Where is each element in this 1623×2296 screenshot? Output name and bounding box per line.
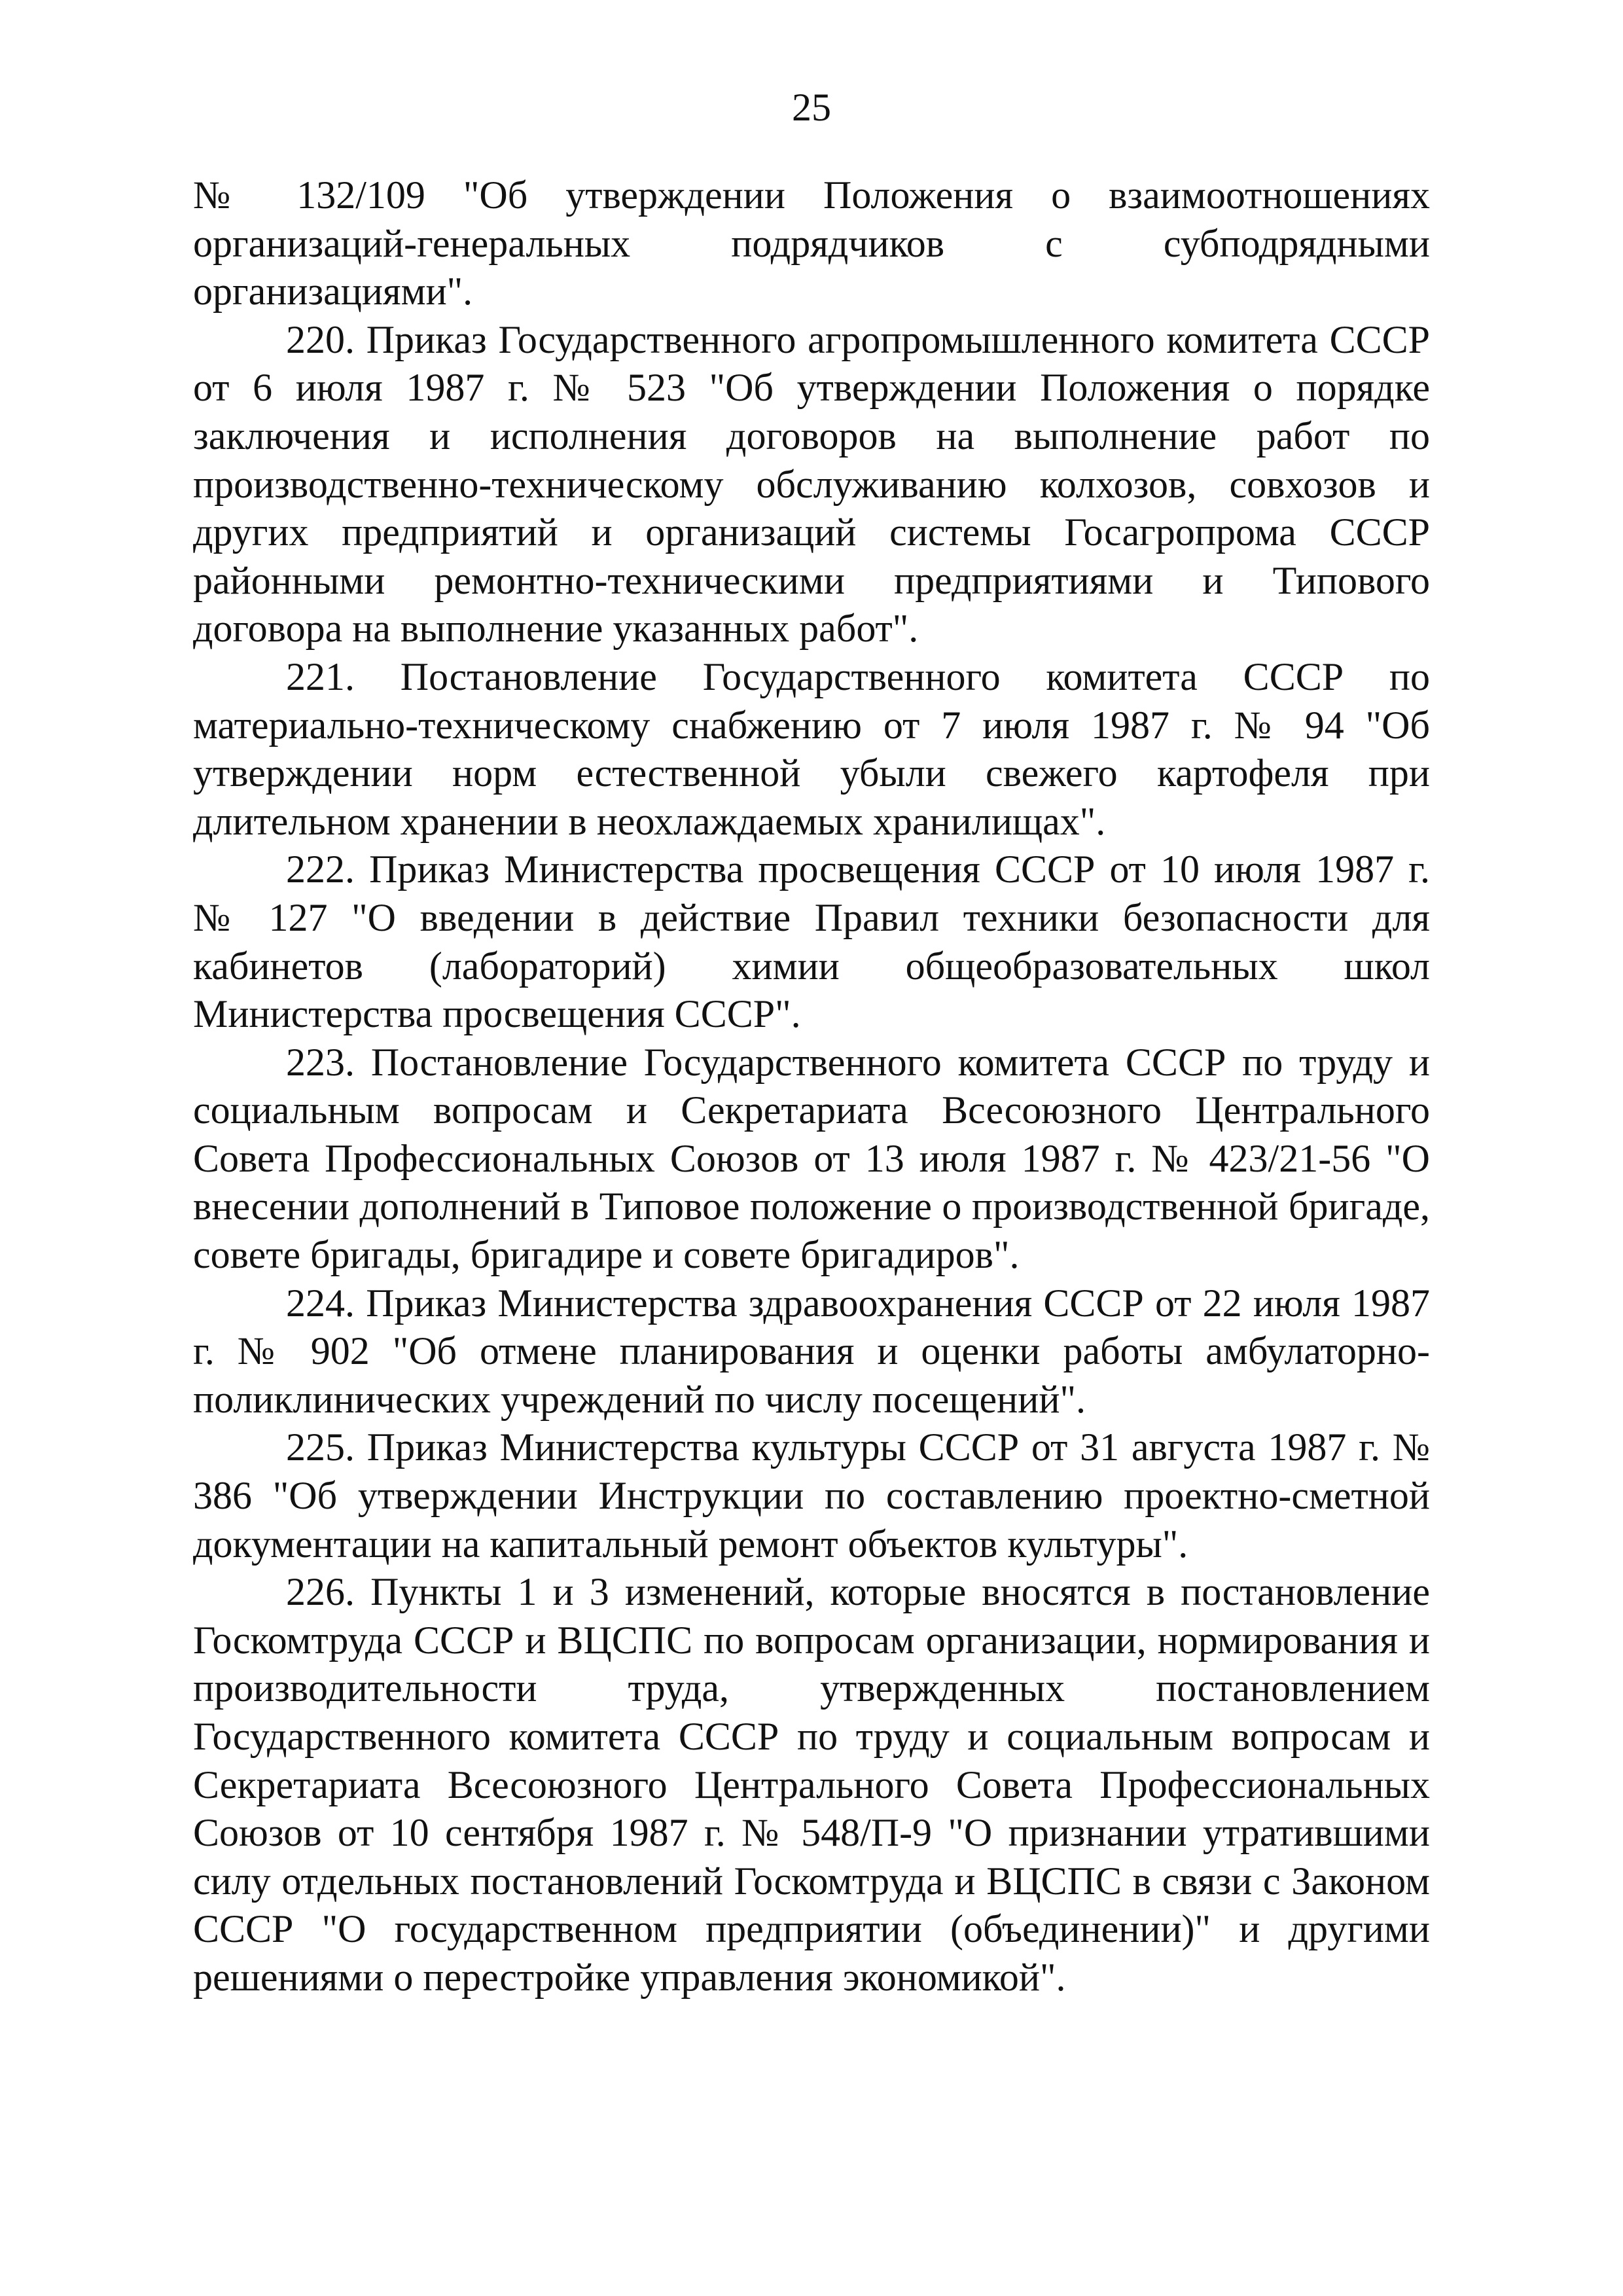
paragraph-continuation: № 132/109 "Об утверждении Положения о взаимоотношениях организаций-генеральных подрядчиков с субподрядными организациями". <box>193 173 1430 314</box>
paragraph-item-226: 226. Пункты 1 и 3 изменений, которые вносятся в постановление Госкомтруда СССР и ВЦСПС по вопросам организации, нормирования и производительности труда, утвержденных постановлением Государственного комитета СССР по труду и социальным вопросам и Секретариата Всесоюзного Центрального Совета Профессиональных Союзов от 10 сентября 1987 г. № 548/П-9 "О признании утратившими силу отдельных постановлений Госкомтруда и ВЦСПС в связи с Законом СССР "О государственном предприятии (объединении)" и другими решениями о перестройке управления экономикой". <box>193 1570 1430 1999</box>
paragraph-item-220: 220. Приказ Государственного агропромышленного комитета СССР от 6 июля 1987 г. № 523 "Об утверждении Положения о порядке заключения и исполнения договоров на выполнение работ по производственно-техническому обслуживанию колхозов, совхозов и других предприятий и организаций системы Госагропрома СССР районными ремонтно-техническими предприятиями и Типового договора на выполнение указанных работ". <box>193 317 1430 651</box>
paragraph-item-221: 221. Постановление Государственного комитета СССР по материально-техническому снабжению от 7 июля 1987 г. № 94 "Об утверждении норм естественной убыли свежего картофеля при длительном хранении в неохлаждаемых хранилищах". <box>193 655 1430 843</box>
document-body <box>193 171 1430 2002</box>
paragraph-item-224: 224. Приказ Министерства здравоохранения СССР от 22 июля 1987 г. № 902 "Об отмене планирования и оценки работы амбулаторно-поликлинических учреждений по числу посещений". <box>193 1281 1430 1421</box>
paragraph-item-223: 223. Постановление Государственного комитета СССР по труду и социальным вопросам и Секретариата Всесоюзного Центрального Совета Профессиональных Союзов от 13 июля 1987 г. № 423/21-56 "О внесении дополнений в Типовое положение о производственной бригаде, совете бригады, бригадире и совете бригадиров". <box>193 1040 1430 1277</box>
paragraph-item-222: 222. Приказ Министерства просвещения СССР от 10 июля 1987 г. № 127 "О введении в действие Правил техники безопасности для кабинетов (лабораторий) химии общеобразовательных школ Министерства просвещения СССР". <box>193 848 1430 1036</box>
paragraph-item-225: 225. Приказ Министерства культуры СССР от 31 августа 1987 г. № 386 "Об утверждении Инструкции по составлению проектно-сметной документации на капитальный ремонт объектов культуры". <box>193 1426 1430 1566</box>
page-number: 25 <box>792 86 831 129</box>
